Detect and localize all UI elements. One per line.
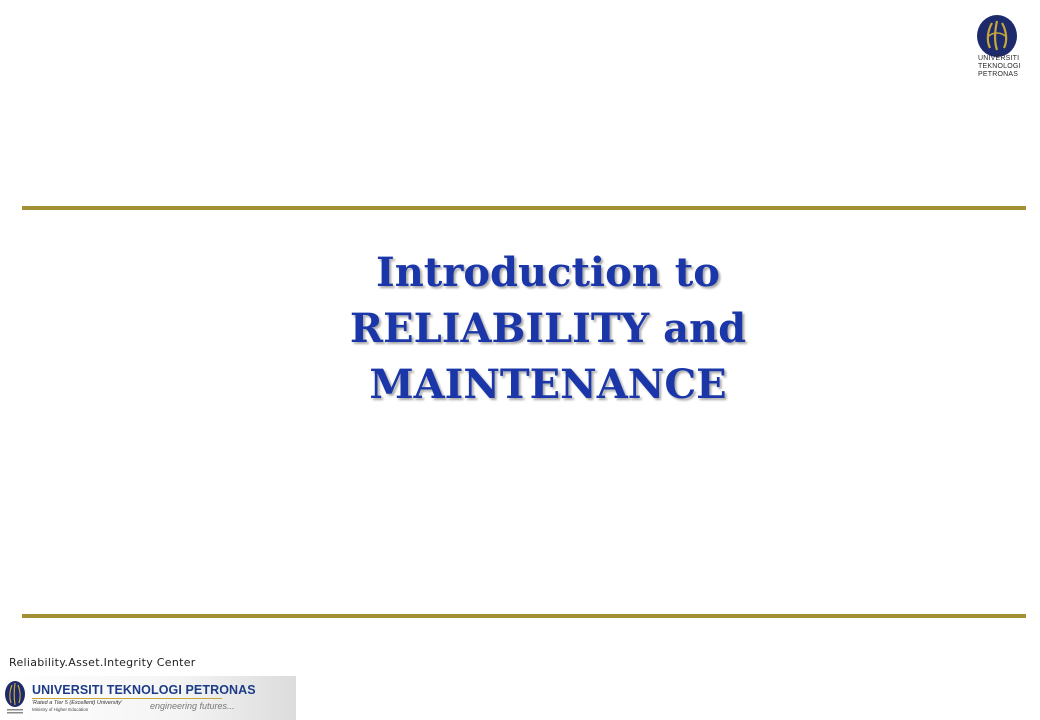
footer-banner-divider (32, 698, 222, 699)
title-line-2: RELIABILITY and (349, 305, 747, 352)
title-line-3: MAINTENANCE (369, 361, 727, 408)
footer-banner (0, 676, 296, 720)
utp-emblem-icon (4, 679, 26, 717)
footer-ministry-text: Ministry of Higher Education (32, 707, 89, 712)
footer-university-name: UNIVERSITI TEKNOLOGI PETRONAS (32, 683, 256, 697)
top-divider (22, 206, 1026, 210)
footer-tagline: engineering futures... (150, 701, 235, 711)
title-line-1: Introduction to (376, 249, 720, 296)
utp-logo-line-3: PETRONAS (978, 71, 1019, 78)
utp-logo-line-2: TEKNOLOGI (978, 63, 1021, 70)
utp-emblem-icon (972, 14, 1022, 58)
footer-center-name: Reliability.Asset.Integrity Center (9, 656, 196, 669)
utp-logo-line-1: UNIVERSITI (978, 55, 1020, 62)
slide-title (0, 245, 1040, 413)
footer-rated-text: 'Rated a Tier 5 (Excellent) University' (32, 700, 123, 706)
utp-logo-text (978, 55, 1038, 79)
bottom-divider (22, 614, 1026, 618)
